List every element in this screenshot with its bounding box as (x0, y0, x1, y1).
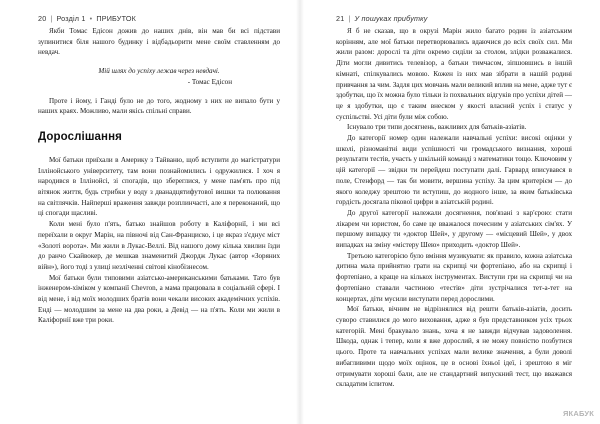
paragraph: До другої категорії належали досягнення, пов'язані з кар'єрою: стати лікарем чи юристом, бо саме це вважалося почесним у азіатських сім'ях. У першому випадку ти «доктор Шей», у другому — «місцевий Шей», у двох випадках на зміну «містеру Шею» приходить «доктор Шей». (336, 208, 572, 250)
paragraph: Третьою категорією було вміння музикувати: як правило, кожна азіатська дитина мала прийнятно грати на скрипці чи фортепіано, або на скрипці і фортепіано, а краще на кількох інструментах. Виступи гри на скрипці чи на фортепіано ставали частиною «тестів» діти зустрічалися тет-а-тет на концертах, діти мусили виступати перед дорослими. (336, 251, 572, 303)
epigraph-quote (38, 66, 280, 87)
left-page-header: 20 | Розділ 1 • ПРИБУТОК (38, 14, 137, 23)
paragraph: До категорії номер один належали навчальні успіхи: високі оцінки у школі, різноманітні види успішності чи громадського визнання, хороші результати тестів, участь у шкільній команді з математики тощо. Ключовим у цій категорії — звідки ти перейдеш поступати далі. Гарвард вписувався в поле, Стенфорд — так би мовити, вершина успіху. За цим критерієм — до якого коледжу зрештою ти вступиш, до жодного інше, за яким батьківська гордість досягала пікової цифри в азіатській родині. (336, 134, 572, 207)
paragraph: Існувало три типи досягнень, важливих для батьків-азіатів. (347, 123, 527, 132)
paragraph: Коли мені було п'ять, батько знайшов роботу в Каліфорнії, і ми всі переїхали в округ Марін, на півночі від Сан-Франциско, і це якраз з'єднує міст «Золоті ворота». Ми жили в Лукас-Веллі. Від нашого дому кілька хвилин їзди до ранчо Скайвокер, де мешкав знаменитий Джордж Лукас (автор «Зоряних війн»), його тоді з улиці незліченні світові кінобізнесом. (38, 220, 280, 271)
paragraph: Мої батьки, вічним не відрізнялися від решти батьків-азіатів, досить суворо ставилися до мого виховання, адже я був представником усіх трьох категорій. Мені бракувало знань, хоча я не завжди відчував задоволення. Шкода, однак і тепер, коли я вже дорослий, я не можу повністю позбутися цього. Проте та навчальних успіхах мали велике значення, а були доволі вибагливими щодо моїх оцінок, це в основі їхньої ідеї, і зрештою я міг отримувати хороші бали, але не стандартний випускний тест, що вважався складатим іспитом. (336, 305, 572, 389)
page-number-right: 21 (336, 14, 345, 23)
paragraph: Проте і йому, і Ганді було не до того, жодному з них не випало бути у наших краях. Можливо, мали якісь спільні справи. (38, 96, 280, 116)
quote-text: Мій шлях до успіху лежав через невдачі. (98, 67, 220, 76)
chapter-label: Розділ 1 (56, 14, 86, 23)
right-page (300, 0, 600, 424)
watermark: ЯКАБУК (562, 409, 594, 418)
running-title: У пошуках прибутку (354, 14, 428, 23)
page-number-left: 20 (38, 14, 47, 23)
quote-author: - Томас Едісон (187, 77, 232, 86)
section-label: ПРИБУТОК (96, 14, 137, 23)
paragraph: Мої батьки приїхали в Америку з Тайваню, щоб вступити до магістратури Іллінойського університету, там вони познайомились і одружилися. І хоч я народився в Іллінойсі, зі спогадів, що збереглися, у мене пам'ять про під вітянок життя, будь стрибки у воду з дванадцятифутової вишки та полювання на світлячків. Найперші враження завжди розплинчасті, але я переконаний, що ці спогади щасливі. (38, 155, 280, 218)
right-page-header: 21 | У пошуках прибутку (336, 14, 428, 23)
paragraph: Якби Томас Едісон дожив до наших днів, він мав би всі підстави зупинитися біля нашого будинку і відбадьорити мене своїм ставленням до невдач. (38, 27, 280, 57)
book-gutter-shadow (296, 0, 304, 424)
paragraph: Я б не сказав, що в окрузі Марін жило багато родин із азіатським корінням, але мої батьки перетворювались вдаючися до всіх своїх сил. Ми жили разом: дорослі та діти окремо сиділи за столом, злідки розважалися. Діти могли дивитись телевізор, а батьки тимчасом, зіпшовшись в іншій кімнаті, спілкувались мовою. Кожен із них мав зібрати в нашій родині привчання за чим. Задля цих мовчань мали великий вплив на мене, адже тут є здобутки, що їх можна було тільки із похвальних відгуків про успіхи дітей — це я здобутки, що є таким внеском у якості власний успіх і статус у суспільстві. Усі діти були між собою. (336, 27, 572, 121)
section-heading: Дорослішання (38, 130, 122, 143)
paragraph: Мої батьки були типовими азіатсько-американськими батьками. Тато був інженером-хіміком у компанії Chevron, а мама працювала в соціальній сфері. І від мене, і від моїх молодших братів вони чекали високих академічних успіхів. Енді — молодшим за мене на два роки, а Девід — на п'ять. Коли ми жили в Каліфорнії вже три роки. (38, 273, 280, 325)
